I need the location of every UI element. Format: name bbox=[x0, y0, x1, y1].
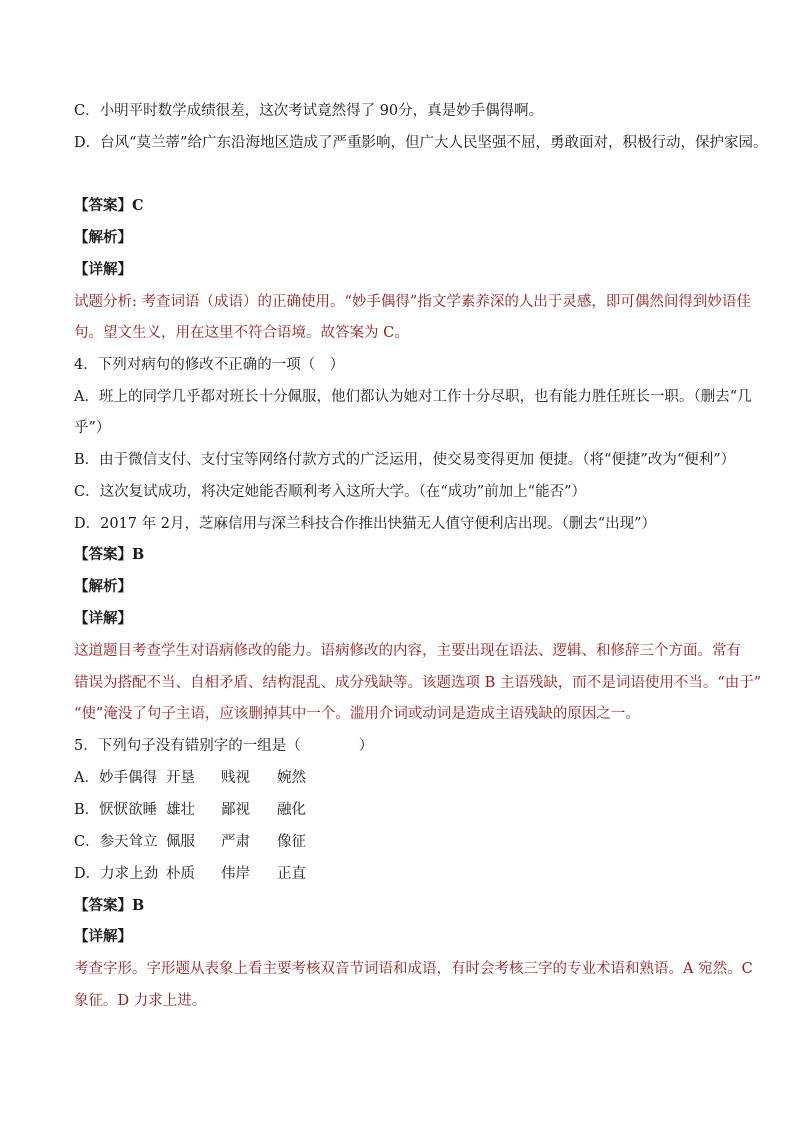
q4-option-a-line2: 乎”） bbox=[74, 420, 111, 436]
q4-explanation-line3: “使”淹没了句子主语，应该删掉其中一个。滥用介词或动词是造成主语残缺的原因之一。 bbox=[74, 706, 640, 722]
q5-option-d-label: D．力求上劲 bbox=[74, 866, 159, 882]
q4-answer: 【答案】B bbox=[74, 546, 145, 563]
q3-answer: 【答案】C bbox=[74, 197, 144, 214]
q5-option-a-word2: 贱视 bbox=[221, 770, 250, 786]
q4-option-a-line1: A．班上的同学几乎都对班长十分佩服，他们都认为她对工作十分尽职，也有能力胜任班长一职。（删去“几 bbox=[74, 389, 752, 405]
q4-detail-heading: 【详解】 bbox=[74, 610, 132, 627]
q5-option-c-word3: 像征 bbox=[277, 834, 306, 850]
q5-option-b-label: B．恹恹欲睡 bbox=[74, 802, 158, 818]
q4-question: 4．下列对病句的修改不正确的一项（ ） bbox=[74, 357, 345, 373]
q4-option-d: D．2017 年 2月，芝麻信用与深兰科技合作推出快猫无人值守便利店出现。（删去“出现”） bbox=[74, 516, 657, 532]
q5-option-c-word2: 严肃 bbox=[221, 834, 250, 850]
q5-question: 5．下列句子没有错别字的一组是（ ） bbox=[74, 738, 374, 754]
q5-option-c-word1: 佩服 bbox=[166, 834, 195, 850]
q5-option-d-word2: 伟岸 bbox=[221, 866, 250, 882]
q5-answer: 【答案】B bbox=[74, 897, 145, 914]
q3-analysis-heading: 【解析】 bbox=[74, 229, 132, 246]
q3-explanation-line1: 试题分析: 考查词语（成语）的正确使用。“妙手偶得”指文学素养深的人出于灵感，即可偶然间得到妙语佳 bbox=[74, 294, 751, 310]
q4-option-c: C．这次复试成功，将决定她能否顺利考入这所大学。（在“成功”前加上“能否”） bbox=[74, 484, 586, 500]
q5-option-b-word3: 融化 bbox=[277, 802, 306, 818]
q4-analysis-heading: 【解析】 bbox=[74, 578, 132, 595]
q4-explanation-line2: 错误为搭配不当、自相矛盾、结构混乱、成分残缺等。该题选项 B 主语残缺，而不是词语使用不当。“由于” bbox=[74, 675, 762, 691]
q5-explanation-line1: 考查字形。字形题从表象上看主要考核双音节词语和成语，有时会考核三字的专业术语和熟语。A 宛然。C bbox=[74, 961, 753, 977]
q5-option-b-word1: 雄壮 bbox=[166, 802, 195, 818]
q3-detail-heading: 【详解】 bbox=[74, 261, 132, 278]
q3-explanation-line2: 句。望文生义，用在这里不符合语境。故答案为 C。 bbox=[74, 325, 409, 341]
q5-option-d-word3: 正直 bbox=[277, 866, 306, 882]
q3-option-c: C．小明平时数学成绩很差，这次考试竟然得了 90分，真是妙手偶得啊。 bbox=[74, 103, 544, 119]
q3-option-d: D．台风“莫兰蒂”给广东沿海地区造成了严重影响，但广大人民坚强不屈，勇敢面对，积极行动，保护家园。 bbox=[74, 135, 768, 151]
q5-detail-heading: 【详解】 bbox=[74, 928, 132, 945]
q5-option-a-label: A．妙手偶得 bbox=[74, 770, 157, 786]
q5-explanation-line2: 象征。D 力求上进。 bbox=[74, 993, 207, 1009]
q5-option-c-label: C．参天耸立 bbox=[74, 834, 158, 850]
q5-option-a-word1: 开垦 bbox=[166, 770, 195, 786]
q5-option-d-word1: 朴质 bbox=[166, 866, 195, 882]
q4-option-b: B．由于微信支付、支付宝等网络付款方式的广泛运用，使交易变得更加 便捷。（将“便捷”改为“便利”） bbox=[74, 452, 736, 468]
q4-explanation-line1: 这道题目考查学生对语病修改的能力。语病修改的内容，主要出现在语法、逻辑、和修辞三个方面。常有 bbox=[74, 643, 741, 659]
q5-option-a-word3: 婉然 bbox=[277, 770, 306, 786]
q5-option-b-word2: 鄙视 bbox=[221, 802, 250, 818]
